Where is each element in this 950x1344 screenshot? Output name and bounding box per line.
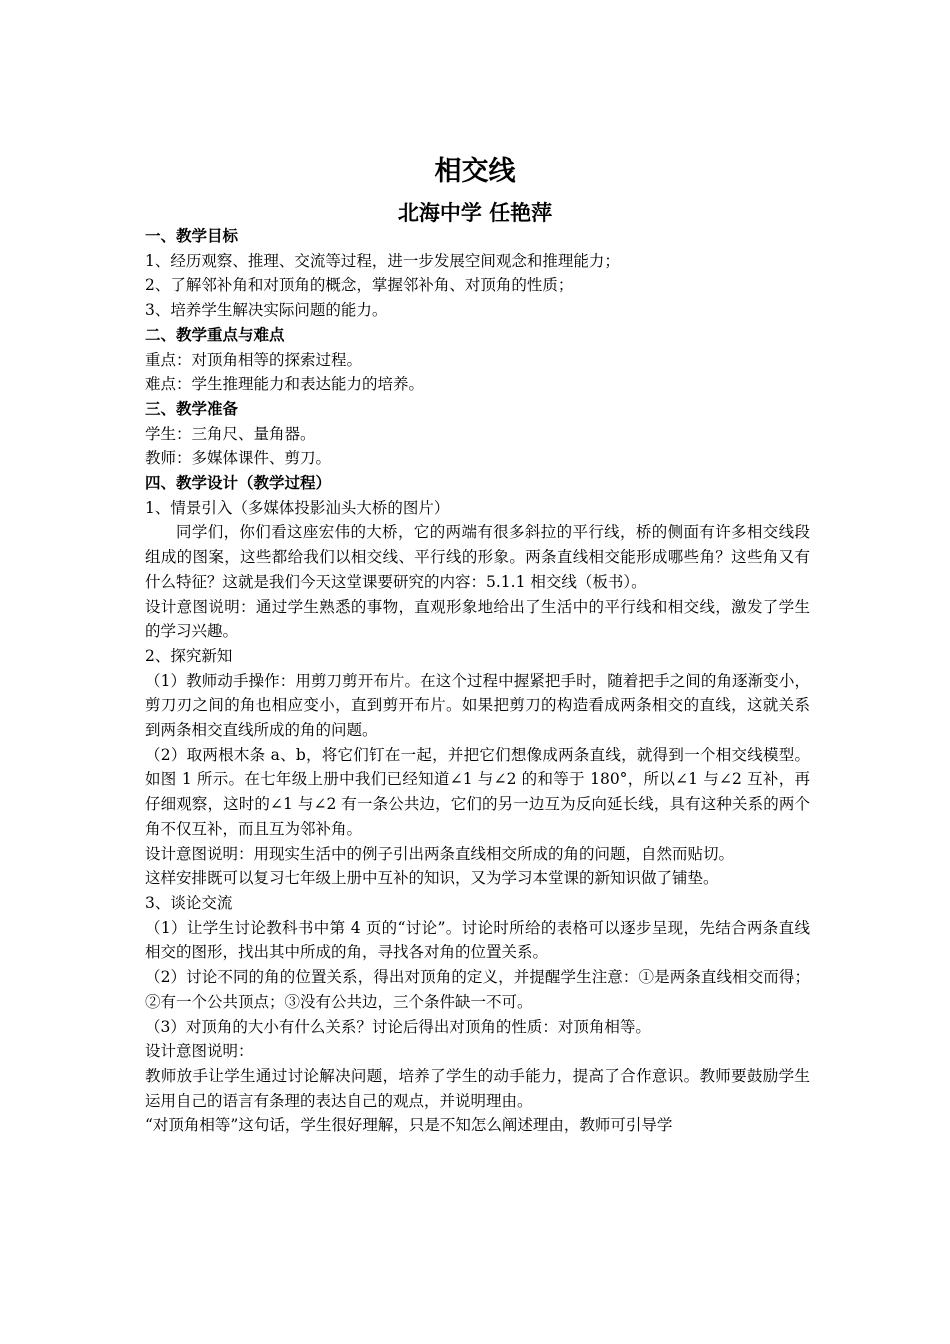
discussion-paragraph: （3）对顶角的大小有什么关系？讨论后得出对顶角的性质：对顶角相等。 (145, 1017, 651, 1036)
design-note: 设计意图说明：通过学生熟悉的事物，直观形象地给出了生活中的平行线和相交线，激发了学生的学习兴趣。 (145, 597, 810, 641)
step-title-discussion: 3、谈论交流 (145, 893, 233, 912)
design-note-continued: 这样安排既可以复习七年级上册中互补的知识，又为学习本堂课的新知识做了铺垫。 (145, 869, 719, 888)
intro-paragraph: 同学们，你们看这座宏伟的大桥，它的两端有很多斜拉的平行线，桥的侧面有许多相交线段组成的图案，这些都给我们以相交线、平行线的形象。两条直线相交能形成哪些角？这些角又有什么特征？这就是我们今天这堂课要研究的内容：5.1.1 相交线（板书）。 (145, 523, 810, 591)
design-note-continued: “对顶角相等”这句话，学生很好理解，只是不知怎么阐述理由，教师可引导学 (145, 1116, 673, 1135)
document-body (145, 224, 810, 1138)
discussion-paragraph: （2）讨论不同的角的位置关系，得出对顶角的定义，并提醒学生注意：①是两条直线相交而得；②有一个公共顶点；③没有公共边，三个条件缺一不可。 (145, 968, 810, 1011)
section-heading-design: 四、教学设计（教学过程） (145, 474, 332, 493)
section-heading-key-points: 二、教学重点与难点 (145, 325, 285, 344)
key-point: 重点：对顶角相等的探索过程。 (145, 350, 363, 369)
explore-paragraph: （1）教师动手操作：用剪刀剪开布片。在这个过程中握紧把手时，随着把手之间的角逐渐变小，剪刀刃之间的角也相应变小，直到剪开布片。如果把剪刀的构造看成两条相交的直线，这就关系到两条相交直线所成的角的问题。 (145, 671, 810, 740)
discussion-paragraph: （1）让学生讨论教科书中第 4 页的“讨论”。讨论时所给的表格可以逐步呈现，先结合两条直线相交的图形，找出其中所成的角，寻找各对角的位置关系。 (145, 918, 810, 962)
section-heading-objectives: 一、教学目标 (145, 227, 239, 245)
explore-paragraph: （2）取两根木条 a、b，将它们钉在一起，并把它们想像成两条直线，就得到一个相交线模型。如图 1 所示。在七年级上册中我们已经知道∠1 与∠2 的和等于 180°，所以∠1 与∠2 互补，再仔细观察，这时的∠1 与∠2 有一条公共边，它们的另一边互为反向延长线，具有这种关系的两个角不仅互补，而且互为邻补角。 (145, 745, 810, 838)
teacher-preparation: 教师：多媒体课件、剪刀。 (145, 449, 332, 468)
section-heading-preparation: 三、教学准备 (145, 399, 239, 418)
design-note-label: 设计意图说明： (145, 1042, 254, 1061)
design-note: 设计意图说明：用现实生活中的例子引出两条直线相交所成的角的问题，自然而贴切。 (145, 844, 735, 863)
objective-item: 2、了解邻补角和对顶角的概念，掌握邻补角、对顶角的性质； (145, 276, 574, 295)
student-preparation: 学生：三角尺、量角器。 (145, 424, 316, 443)
step-title-explore: 2、探究新知 (145, 646, 233, 665)
objective-item: 3、培养学生解决实际问题的能力。 (145, 301, 388, 320)
design-note: 教师放手让学生通过讨论解决问题，培养了学生的动手能力，提高了合作意识。教师要鼓励学生运用自己的语言有条理的表达自己的观点，并说明理由。 (145, 1066, 810, 1110)
document-title: 相交线 (434, 156, 516, 187)
difficult-point: 难点：学生推理能力和表达能力的培养。 (145, 375, 425, 394)
objective-item: 1、经历观察、推理、交流等过程，进一步发展空间观念和推理能力； (145, 251, 620, 270)
step-title-intro: 1、情景引入（多媒体投影汕头大桥的图片） (145, 498, 450, 517)
author-line: 北海中学 任艳萍 (397, 201, 553, 225)
